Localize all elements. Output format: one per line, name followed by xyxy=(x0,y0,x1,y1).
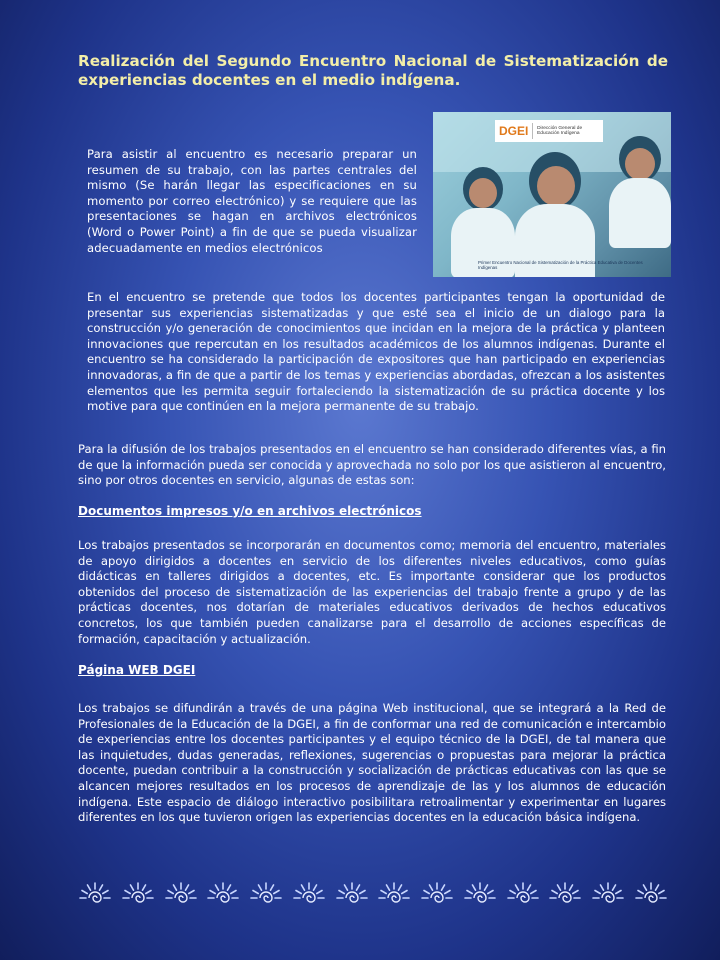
child-face xyxy=(469,178,497,208)
sun-spiral-icon xyxy=(506,878,540,904)
sun-spiral-icon xyxy=(335,878,369,904)
paragraph-dissemination: Para la difusión de los trabajos presentados en el encuentro se han considerado diferentes vías, a fin de que la información pueda ser conocida y aprovechada no solo por los que asistieron al encuentro, sino por otros docentes en servicio, algunas de estas son: xyxy=(78,442,666,488)
sun-spiral-icon xyxy=(634,878,668,904)
paragraph-purpose: En el encuentro se pretende que todos los docentes participantes tengan la oportunidad de presentar sus experiencias sistematizadas y que esté sea el inicio de un dialogo para la construcción y/o generación de conocimientos que incidan en la mejora de la práctica y planteen innovaciones que repercutan en los resultados académicos de los alumnos indígenas. Durante el encuentro se ha considerado la participación de expositores que han participado en experiencias innovadoras, a fin de que a partir de los temas y experiencias abordadas, ofrezcan a los asistentes elementos que les permita seguir fortaleciendo la sistematización de su práctica docente y los motive para que continúen en la mejora permanente de su trabajo. xyxy=(87,290,665,414)
sun-spiral-icon xyxy=(206,878,240,904)
page-title: Realización del Segundo Encuentro Nacional de Sistematización de experiencias docentes en el medio indígena. xyxy=(78,52,668,89)
classroom-photo xyxy=(433,112,671,277)
paragraph-requirements: Para asistir al encuentro es necesario preparar un resumen de su trabajo, con las partes centrales del mismo (Se harán llegar las especificaciones en su momento por correo electrónico) y se requiere que las presentaciones se hagan en archivos electrónicos (Word o Power Point) a fin de que se pueda visualizar adecuadamente en medios electrónicos xyxy=(87,147,417,255)
sun-spiral-icon xyxy=(463,878,497,904)
logo-divider xyxy=(532,123,533,139)
logo-text: Dirección General de Educación Indígena xyxy=(537,125,583,136)
sun-spiral-icon xyxy=(591,878,625,904)
ornament-row xyxy=(78,876,668,906)
heading-printed-documents: Documentos impresos y/o en archivos electrónicos xyxy=(78,504,422,518)
sun-spiral-icon xyxy=(548,878,582,904)
photo-caption: Primer Encuentro Nacional de Sistematización de la Práctica Educativa de Docentes Indígenas xyxy=(478,260,643,271)
sun-spiral-icon xyxy=(377,878,411,904)
sun-spiral-icon xyxy=(292,878,326,904)
sun-spiral-icon xyxy=(420,878,454,904)
sun-spiral-icon xyxy=(78,878,112,904)
child-face xyxy=(537,166,575,206)
sun-spiral-icon xyxy=(121,878,155,904)
child-shirt xyxy=(609,178,671,248)
sun-spiral-icon xyxy=(249,878,283,904)
paragraph-web-page: Los trabajos se difundirán a través de una página Web institucional, que se integrará a la Red de Profesionales de la Educación de la DGEI, a fin de conformar una red de comunicación e intercambio de experiencias entre los docentes participantes y el equipo técnico de la DGEI, de tal manera que las inquietudes, dudas generadas, reflexiones, sugerencias o propuestas para mejorar la práctica docente, puedan contribuir a la construcción y socialización de prácticas educativas con las que se alcancen mejores resultados en los procesos de aprendizaje de las y los alumnos de educación indígena. Este espacio de diálogo interactivo posibilitara retroalimentar y experimentar en lugares diferentes en los que tuvieron origen las experiencias docentes en la educación básica indígena. xyxy=(78,701,666,825)
paragraph-printed-documents: Los trabajos presentados se incorporarán en documentos como; memoria del encuentro, materiales de apoyo dirigidos a docentes en servicio de los diferentes niveles educativos, como guías didácticas en talleres dirigidos a docentes, etc. Es importante considerar que los productos obtenidos del proceso de sistematización de las experiencias del trabajo frente a grupo y de las prácticas docentes, nos dotarían de materiales educativos derivados de hechos educativos concretos, los que también pueden canalizarse para el desarrollo de acciones específicas de formación, capacitación y actualización. xyxy=(78,538,666,646)
sun-spiral-icon xyxy=(164,878,198,904)
heading-web-page: Página WEB DGEI xyxy=(78,663,196,677)
child-face xyxy=(625,148,655,180)
dgei-logo xyxy=(495,120,603,142)
logo-mark: DGEI xyxy=(499,124,529,138)
